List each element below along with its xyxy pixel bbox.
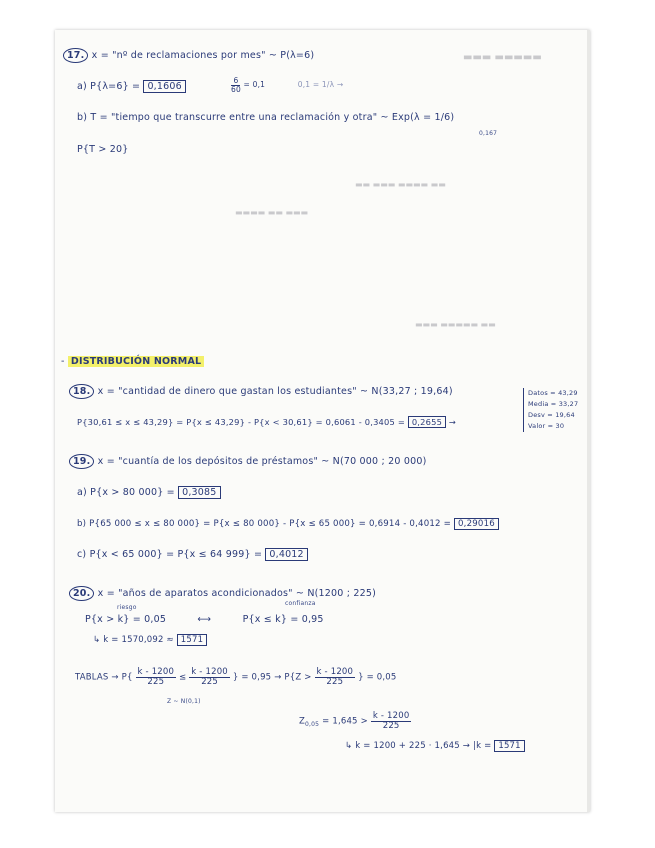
probability-expression: P{x > 80 000} = (90, 487, 175, 498)
problem-19-c (77, 548, 308, 561)
problem-17-a (77, 80, 186, 93)
problem-18-expression: P{30,61 ≤ x ≤ 43,29} = P{x ≤ 43,29} - P{x < 30,61} = 0,6061 - 0,3405 = 0,2655 → (77, 417, 457, 427)
double-arrow: ⟷ (197, 614, 212, 625)
problem-17-b-prob (77, 144, 129, 155)
side-data-item: Desv = 19,64 (528, 411, 575, 419)
problem-number: 20. (69, 586, 94, 601)
part-label: b) (77, 112, 88, 123)
k-result-text: ↳ k = 1570,092 ≈ (93, 635, 174, 645)
fraction: $\frac{k - 1200}{225}$ (191, 667, 228, 687)
problem-18-definition (69, 384, 453, 399)
problem-20-z-value: $Z_{0,05} = 1,645$ > $\frac{k - 1200}{225}$ (299, 711, 410, 731)
answer-box: 0,4012 (265, 548, 307, 561)
random-variable-definition: x = "nº de reclamaciones por mes" ~ P(λ=6) (91, 50, 315, 61)
bleed-through-text: ▬▬ ▬▬▬ ▬▬▬▬ ▬▬ (355, 180, 446, 189)
random-variable-definition: x = "cuantía de los depósitos de préstamos" ~ N(70 000 ; 20 000) (97, 456, 427, 467)
answer-box: 0,3085 (178, 486, 220, 499)
side-data-item: Datos = 43,29 (528, 389, 578, 397)
page-edge-shadow (587, 30, 590, 812)
problem-19-b (77, 518, 499, 530)
notebook-page (55, 30, 590, 812)
side-data-item: Valor = 30 (528, 422, 565, 430)
problem-17-definition (63, 48, 314, 63)
fraction: $\frac{6}{60}$ (231, 76, 241, 94)
bleed-through-text: ▬▬▬ ▬▬▬▬▬ ▬▬ (415, 320, 496, 329)
problem-19-a (77, 486, 221, 499)
random-variable-definition: T = "tiempo que transcurre entre una reclamación y otra" ~ Exp(λ = 1/6) (90, 112, 455, 123)
problem-20-tablas: TABLAS → P{ $\frac{k - 1200}{225}$ ≤ $\frac{k - 1200}{225}$ } = 0,95 → P{Z > $\frac{k - 1200}{225}$ } = 0,05 (75, 667, 397, 687)
part-label: b) (77, 519, 87, 529)
side-data-item: Media = 33,27 (528, 400, 579, 408)
probability-expression: P{x > k} = 0,05 (85, 614, 167, 625)
probability-expression: P{x < 65 000} = P{x ≤ 64 999} = (89, 549, 263, 560)
answer-box: 0,1606 (143, 80, 185, 93)
section-title: DISTRIBUCIÓN NORMAL (68, 356, 204, 367)
side-note-text: = 0,1 (243, 80, 266, 89)
label-confianza: confianza (285, 600, 316, 607)
random-variable-definition: x = "años de aparatos acondicionados" ~ N(1200 ; 225) (97, 588, 376, 599)
side-note-right: 0,1 = 1/λ → (297, 80, 344, 89)
part-label: a) (77, 81, 87, 92)
problem-number: 17. (63, 48, 88, 63)
part-label: a) (77, 487, 87, 498)
fraction: $\frac{k - 1200}{225}$ (372, 711, 410, 731)
answer-box: 0,2655 (408, 416, 446, 428)
probability-expression: P{65 000 ≤ x ≤ 80 000} = P{x ≤ 80 000} - P{x ≤ 65 000} = 0,6914 - 0,4012 = (89, 519, 452, 529)
fraction: $\frac{k - 1200}{225}$ (316, 667, 354, 687)
answer-box: 1571 (494, 740, 524, 752)
problem-17-side-note (231, 77, 343, 93)
problem-20-k-result (93, 634, 207, 646)
final-result-text: ↳ k = 1200 + 225 · 1,645 → |k = (345, 741, 492, 751)
problem-number: 19. (69, 454, 94, 469)
tablas-label: TABLAS → (75, 672, 119, 683)
probability-expression: P{T > 20} (77, 144, 129, 155)
problem-20-definition (69, 586, 376, 601)
problem-18-side-data (523, 388, 578, 432)
answer-box: 1571 (177, 634, 207, 646)
probability-expression: P{30,61 ≤ x ≤ 43,29} = P{x ≤ 43,29} - P{x < 30,61} = 0,6061 - 0,3405 = (77, 417, 405, 427)
probability-expression: P{λ=6} = (90, 81, 141, 92)
bleed-through-text: ▬▬▬ ▬▬▬▬▬ (463, 52, 542, 63)
answer-box: 0,29016 (454, 518, 499, 530)
section-heading: - DISTRIBUCIÓN NORMAL (61, 356, 204, 367)
problem-20-final (345, 740, 525, 752)
problem-20-complement (85, 614, 324, 625)
fraction: $\frac{k - 1200}{225}$ (137, 667, 175, 687)
probability-expression: P{x ≤ k} = 0,95 (242, 614, 324, 625)
label-riesgo: riesgo (117, 604, 137, 611)
z-distribution-note: Z ~ N(0,1) (167, 698, 201, 705)
problem-17-b (77, 112, 454, 123)
bleed-through-text: ▬▬▬▬ ▬▬ ▬▬▬ (235, 208, 309, 217)
part-label: c) (77, 549, 87, 560)
problem-19-definition (69, 454, 426, 469)
problem-number: 18. (69, 384, 94, 399)
problem-17-b-subnote: 0,167 (479, 130, 498, 137)
random-variable-definition: x = "cantidad de dinero que gastan los estudiantes" ~ N(33,27 ; 19,64) (97, 386, 453, 397)
